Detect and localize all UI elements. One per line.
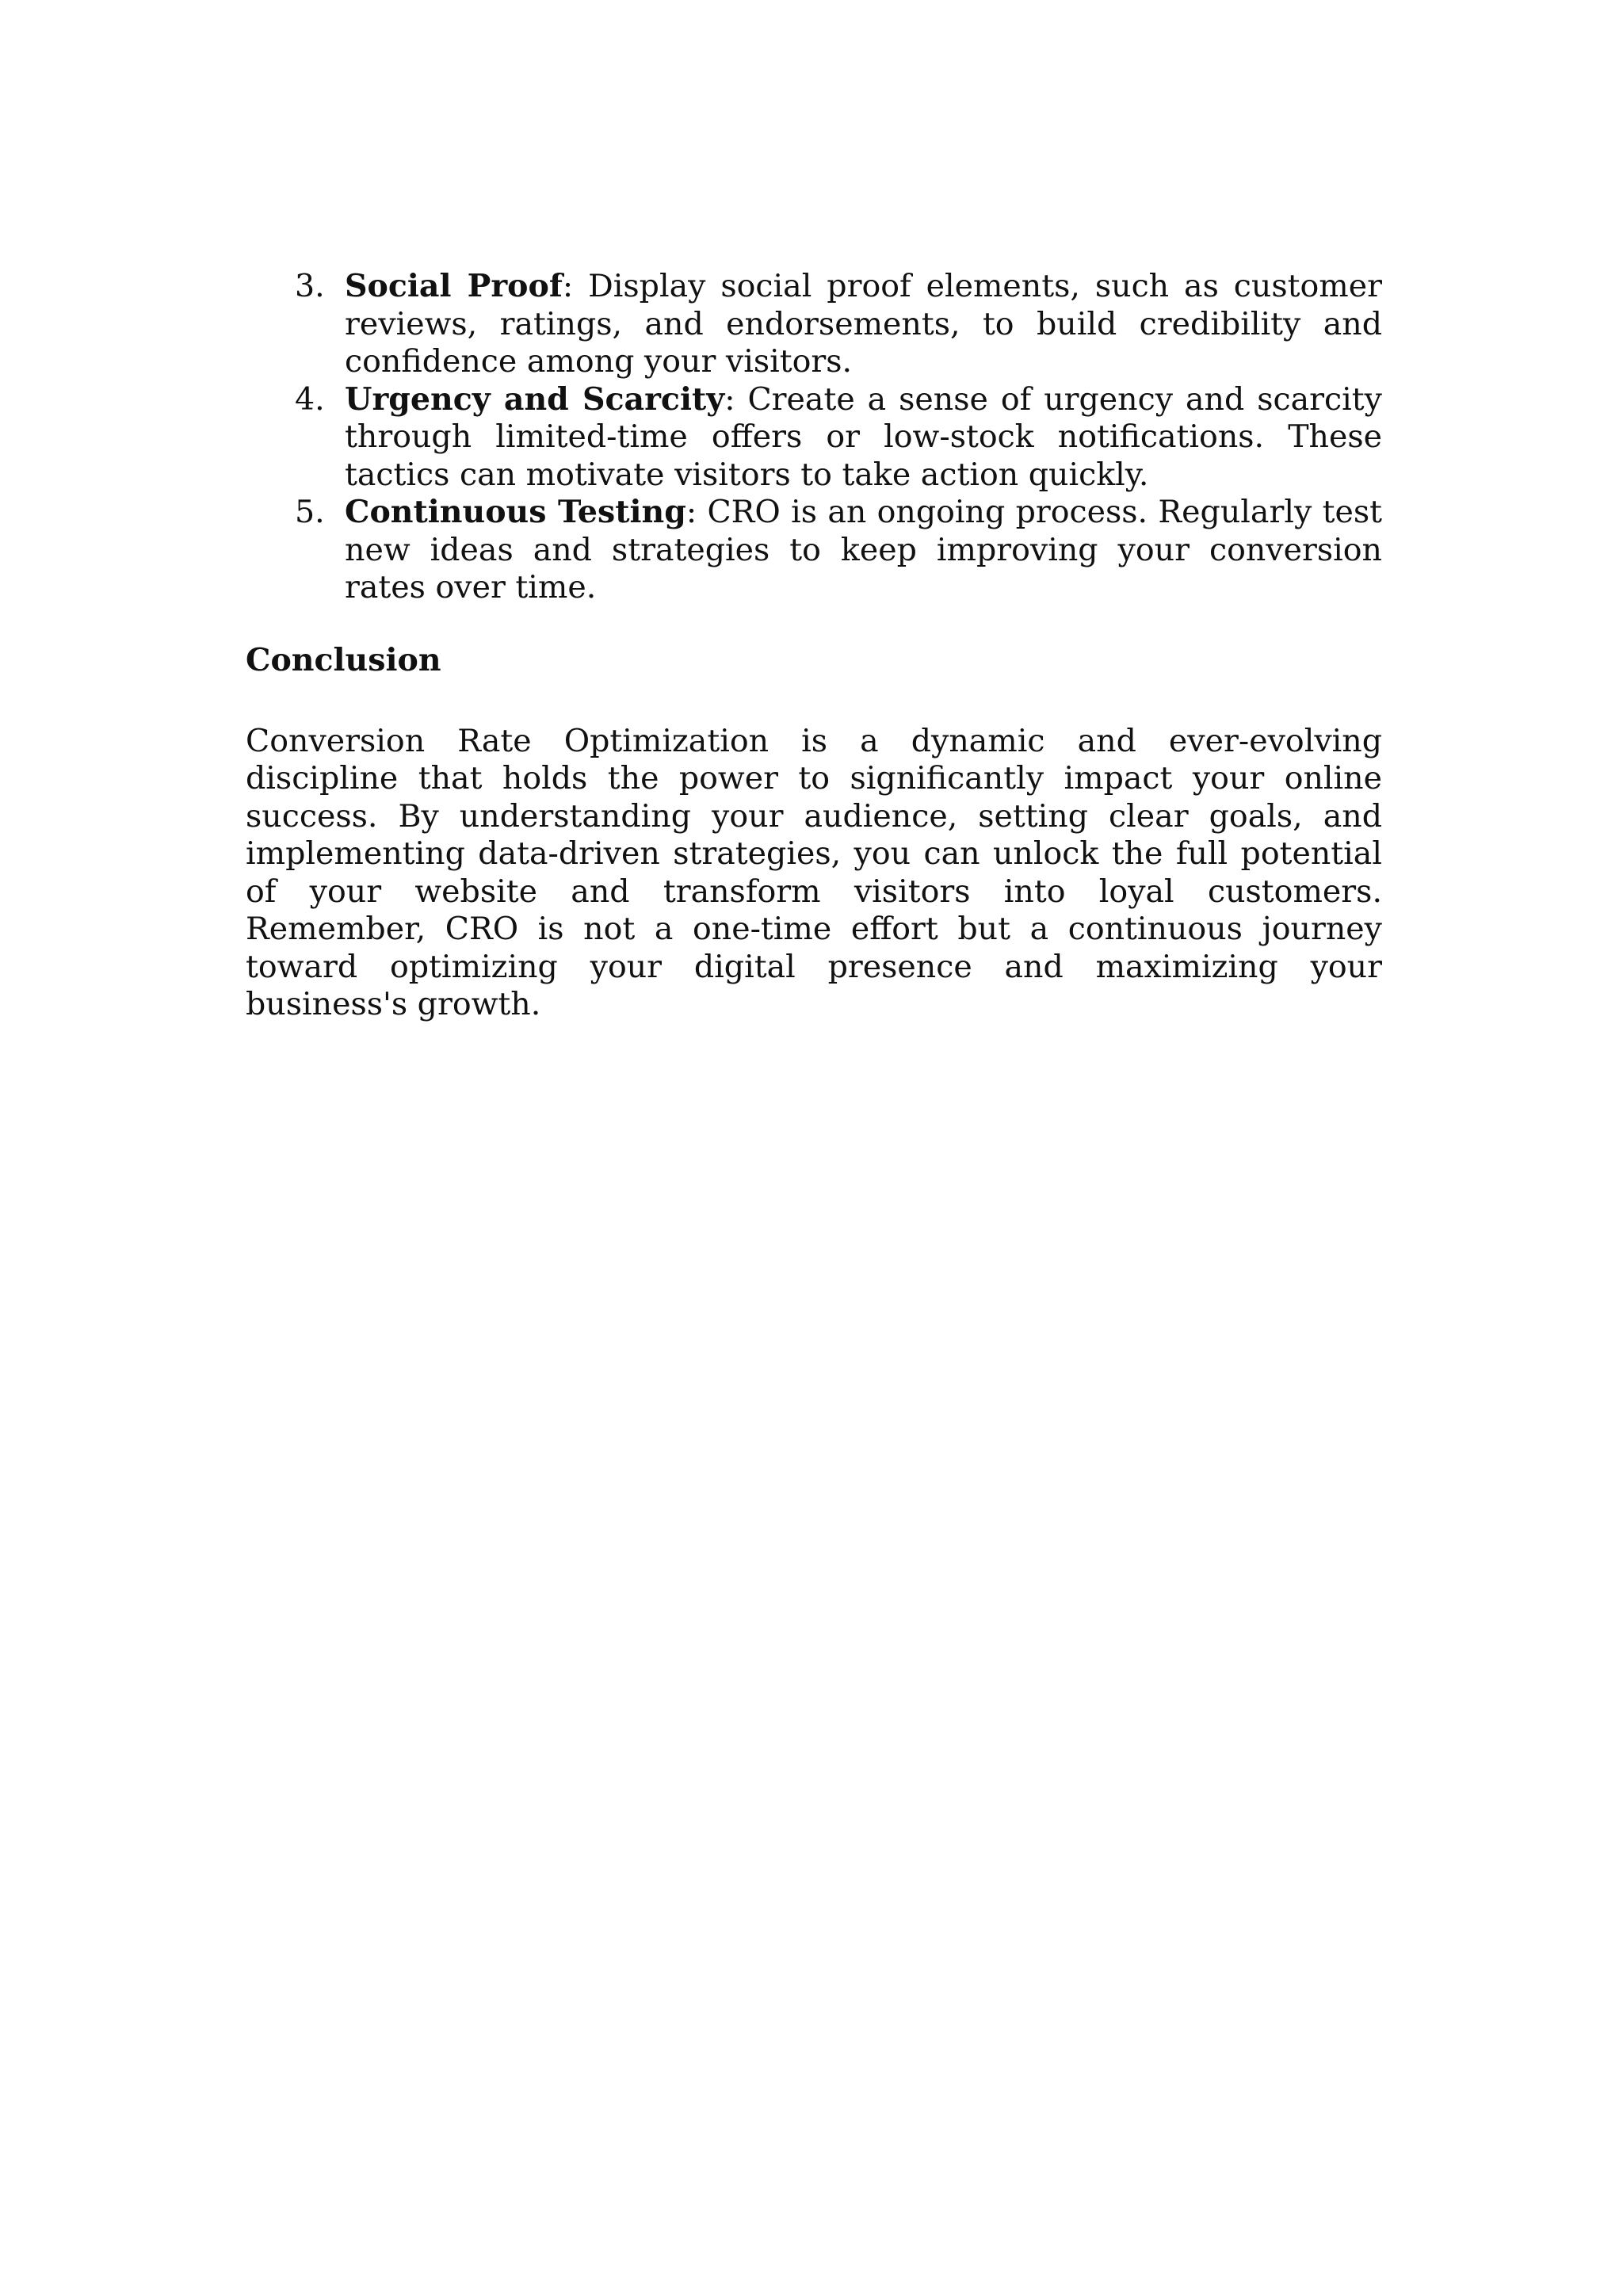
list-item-text: : Display social proof elements, such as customer reviews, ratings, and endorsements, to build credibility and confidence among your visitors. [345, 268, 1383, 380]
list-item [246, 494, 1382, 607]
list-item [246, 381, 1382, 495]
list-item-number: 4. [295, 380, 325, 418]
list-item-term: Social Proof [345, 268, 563, 304]
list-item-number: 3. [295, 268, 325, 304]
list-item-text: : CRO is an ongoing process. Regularly test new ideas and strategies to keep improving your conversion rates over time. [345, 494, 1382, 606]
strategy-list [246, 268, 1382, 607]
page-content [246, 268, 1382, 1024]
list-item-text: : Create a sense of urgency and scarcity through limited-time offers or low-stock notifications. These tactics can motivate visitors to take action quickly. [345, 380, 1382, 493]
list-item-term: Continuous Testing [345, 494, 686, 530]
conclusion-heading: Conclusion [246, 641, 441, 678]
conclusion-paragraph: Conversion Rate Optimization is a dynamic and ever-evolving discipline that holds the power to significantly impact your online success. By understanding your audience, setting clear goals, and implementing data-driven strategies, you can unlock the full potential of your website and transform visitors into loyal customers. Remember, CRO is not a one-time effort but a continuous journey toward optimizing your digital presence and maximizing your business's growth. [246, 722, 1382, 1022]
list-item-number: 5. [295, 494, 325, 530]
list-item-term: Urgency and Scarcity [345, 380, 725, 418]
list-item [246, 268, 1382, 381]
